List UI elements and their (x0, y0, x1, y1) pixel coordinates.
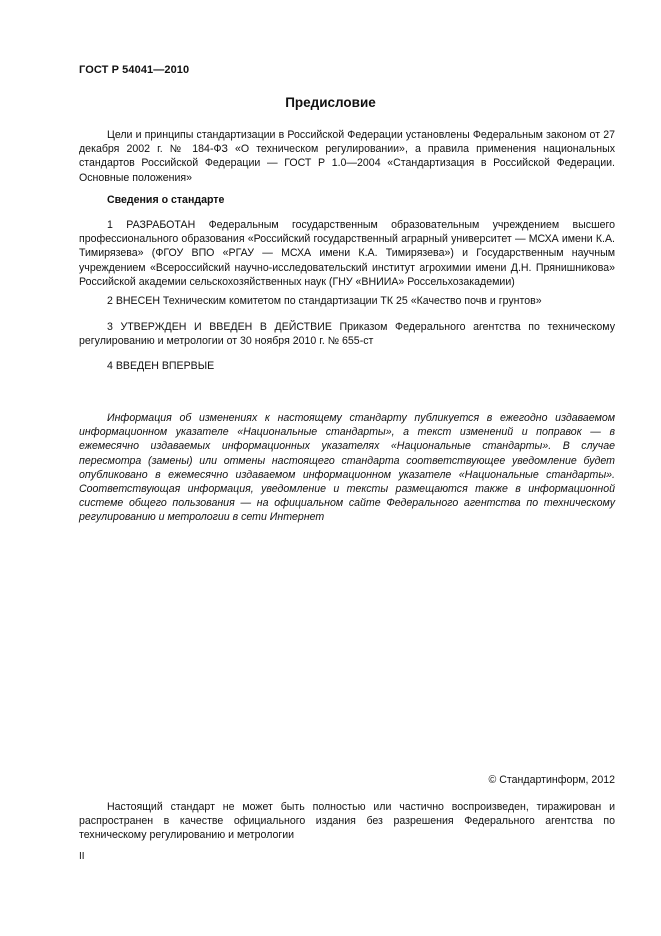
standard-header: ГОСТ Р 54041—2010 (79, 64, 190, 76)
item-4-paragraph: 4 ВВЕДЕН ВПЕРВЫЕ (107, 360, 215, 372)
intro-paragraph: Цели и принципы стандартизации в Российской Федерации установлены Федеральным законом от 27 декабря 2002 г. № 184-ФЗ «О техническом регулировании», а правила применения национальных стандартов Российской Федерации — ГОСТ Р 1.0—2004 «Стандартизация в Российской Федерации. Основные положения» (79, 129, 615, 184)
item-3-paragraph: 3 УТВЕРЖДЕН И ВВЕДЕН В ДЕЙСТВИЕ Приказом Федерального агентства по техническому регулированию и метрологии от 30 ноября 2010 г. № 655-ст (79, 321, 615, 348)
item-2-paragraph: 2 ВНЕСЕН Техническим комитетом по стандартизации ТК 25 «Качество почв и грунтов» (107, 295, 542, 307)
item-1-paragraph: 1 РАЗРАБОТАН Федеральным государственным образовательным учреждением высшего профессионального образования «Российский государственный аграрный университет — МСХА имени К.А. Тимирязева» (ФГОУ ВПО «РГАУ — МСХА имени К.А. Тимирязева») и Государственным научным учреждением «Всероссийский научно-исследовательский институт агрохимии имени Д.Н. Прянишникова» Российской академии сельскохозяйственных наук (ГНУ «ВНИИА» Россельхозакадемии) (79, 219, 615, 288)
copyright-line: © Стандартинформ, 2012 (488, 774, 615, 786)
page-number: II (79, 851, 85, 862)
section-heading: Сведения о стандарте (107, 194, 225, 206)
reproduction-notice: Настоящий стандарт не может быть полностью или частично воспроизведен, тиражирован и распространен в качестве официального издания без разрешения Федерального агентства по техническому регулированию и метрологии (79, 801, 615, 842)
info-notice-paragraph: Информация об изменениях к настоящему стандарту публикуется в ежегодно издаваемом информационном указателе «Национальные стандарты», а текст изменений и поправок — в ежемесячно издаваемых информационных указателях «Национальные стандарты». В случае пересмотра (замены) или отмены настоящего стандарта соответствующее уведомление будет опубликовано в ежемесячно издаваемом информационном указателе «Национальные стандарты». Соответствующая информация, уведомление и тексты размещаются также в информационной системе общего пользования — на официальном сайте Федерального агентства по техническому регулированию и метрологии в сети Интернет (79, 412, 615, 524)
page-title: Предисловие (285, 95, 376, 110)
